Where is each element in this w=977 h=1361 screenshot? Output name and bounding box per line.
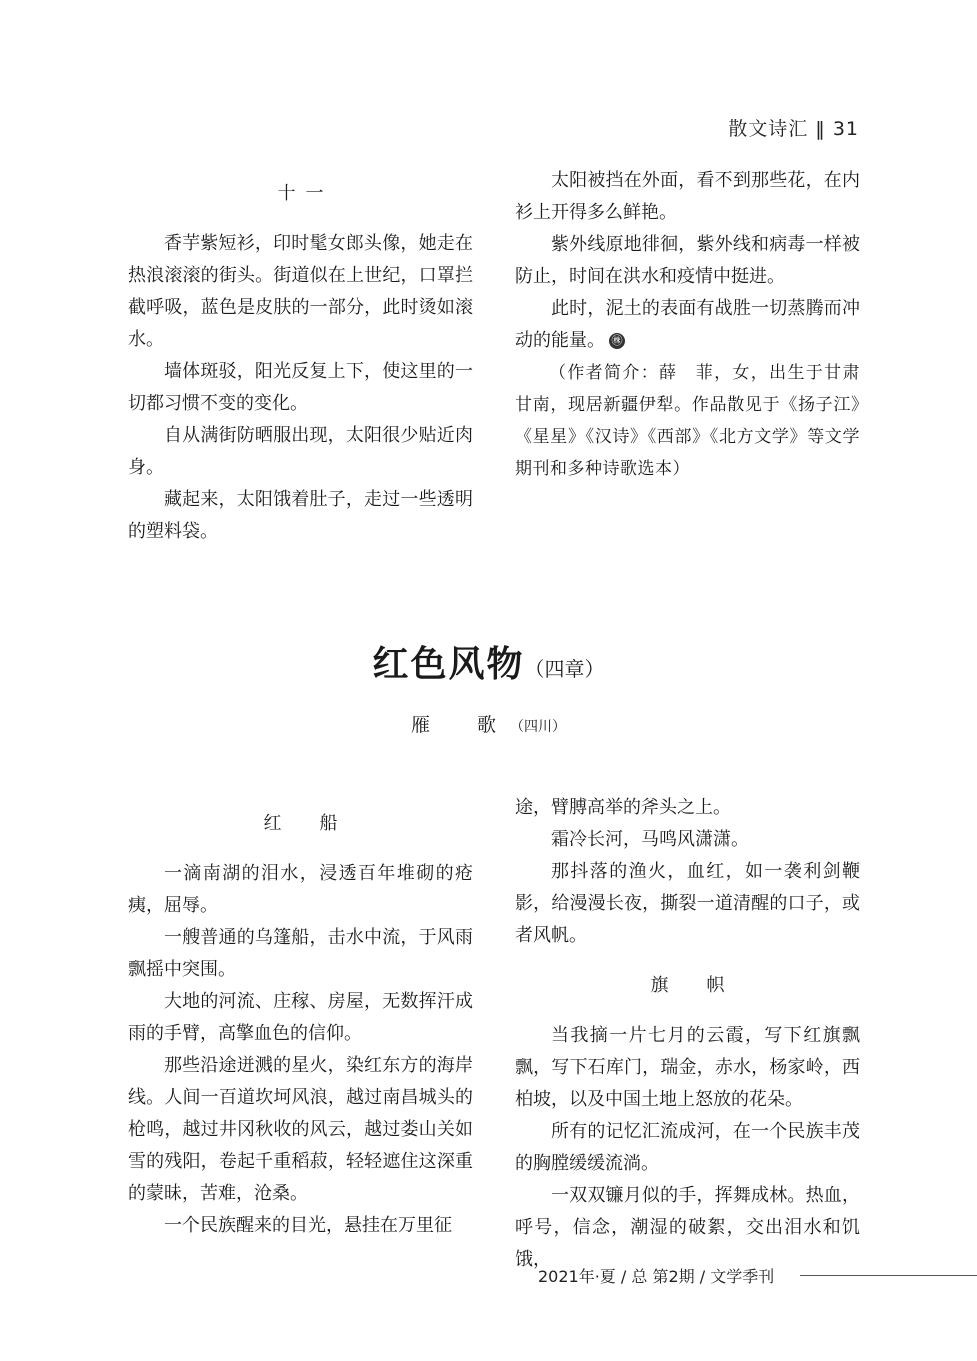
paragraph: 大地的河流、庄稼、房屋，无数挥汗成雨的手臂，高擎血色的信仰。	[128, 991, 473, 1044]
paragraph: 紫外线原地徘徊，紫外线和病毒一样被防止，时间在洪水和疫情中挺进。	[515, 234, 860, 287]
paragraph: 太阳被挡在外面，看不到那些花，在内衫上开得多么鲜艳。	[515, 170, 860, 223]
paragraph-text: 此时，泥土的表面有战胜一切蒸腾而冲动的能量。	[515, 298, 860, 351]
hongchuan-title: 红 船	[263, 813, 348, 834]
author-bio: （作者简介：薛 菲，女，出生于甘肃甘南，现居新疆伊犁。作品散见于《扬子江》《星星》《汉诗》《西部》《北方文学》等文学期刊和多种诗歌选本）	[515, 363, 860, 479]
end-mark-icon: ㊑	[609, 333, 625, 349]
poem-title-block	[0, 636, 977, 687]
poem-title: 红色风物	[372, 644, 525, 685]
paragraph: 一滴南湖的泪水，浸透百年堆砌的疮痍，屈辱。	[128, 863, 473, 916]
paragraph: 墙体斑驳，阳光反复上下，使这里的一切都习惯不变的变化。	[128, 361, 473, 414]
hongchuan-left-column	[128, 808, 473, 1242]
paragraph: 所有的记忆汇流成河，在一个民族丰茂的胸膛缓缓流淌。	[515, 1121, 860, 1174]
footer-rule	[800, 1275, 977, 1276]
paragraph: 一艘普通的乌篷船，击水中流，于风雨飘摇中突围。	[128, 927, 473, 980]
poem-author-block	[0, 710, 977, 737]
qizhi-title: 旗 帜	[650, 975, 735, 996]
poem-author-place: （四川）	[510, 719, 566, 735]
part11-left-column	[128, 178, 473, 548]
paragraph: 藏起来，太阳饿着肚子，走过一些透明的塑料袋。	[128, 489, 473, 542]
paragraph: 那抖落的渔火，血红，如一袭利剑鞭影，给漫漫长夜，撕裂一道清醒的口子，或者风帆。	[515, 861, 860, 946]
hongchuan-right-column	[515, 792, 860, 1276]
page-footer: 2021年·夏 / 总 第2期 / 文学季刊	[538, 1267, 775, 1286]
paragraph: 霜冷长河，马鸣风潇潇。	[551, 829, 749, 850]
part11-right-column	[515, 165, 860, 485]
part11-title: 十一	[277, 183, 334, 204]
header-separator: ‖	[815, 118, 826, 140]
paragraph-continued: 途，臂膊高举的斧头之上。	[515, 797, 731, 818]
paragraph: 一双双镰月似的手，挥舞成林。热血，呼号，信念，潮湿的破絮，交出泪水和饥饿，	[515, 1185, 860, 1270]
paragraph: 香芋紫短衫，印时髦女郎头像，她走在热浪滚滚的街头。街道似在上世纪，口罩拦截呼吸，蓝色是皮肤的一部分，此时烫如滚水。	[128, 233, 473, 350]
paragraph: 一个民族醒来的目光，悬挂在万里征	[164, 1215, 452, 1236]
paragraph: 那些沿途迸溅的星火，染红东方的海岸线。人间一百道坎坷风浪，越过南昌城头的枪鸣，越过井冈秋收的风云，越过娄山关如雪的残阳，卷起千重稻菽，轻轻遮住这深重的蒙昧，苦难，沧桑。	[128, 1055, 473, 1204]
paragraph: 当我摘一片七月的云霞，写下红旗飘飘，写下石库门，瑞金，赤水，杨家岭，西柏坡，以及中国土地上怒放的花朵。	[515, 1025, 860, 1110]
paragraph: 自从满街防晒服出现，太阳很少贴近肉身。	[128, 425, 473, 478]
page-header	[728, 114, 859, 141]
page-number: 31	[832, 118, 859, 140]
paragraph	[515, 293, 860, 357]
poem-subtitle: （四章）	[524, 657, 605, 681]
section-name: 散文诗汇	[728, 118, 809, 140]
poem-author: 雁 歌	[410, 714, 510, 736]
